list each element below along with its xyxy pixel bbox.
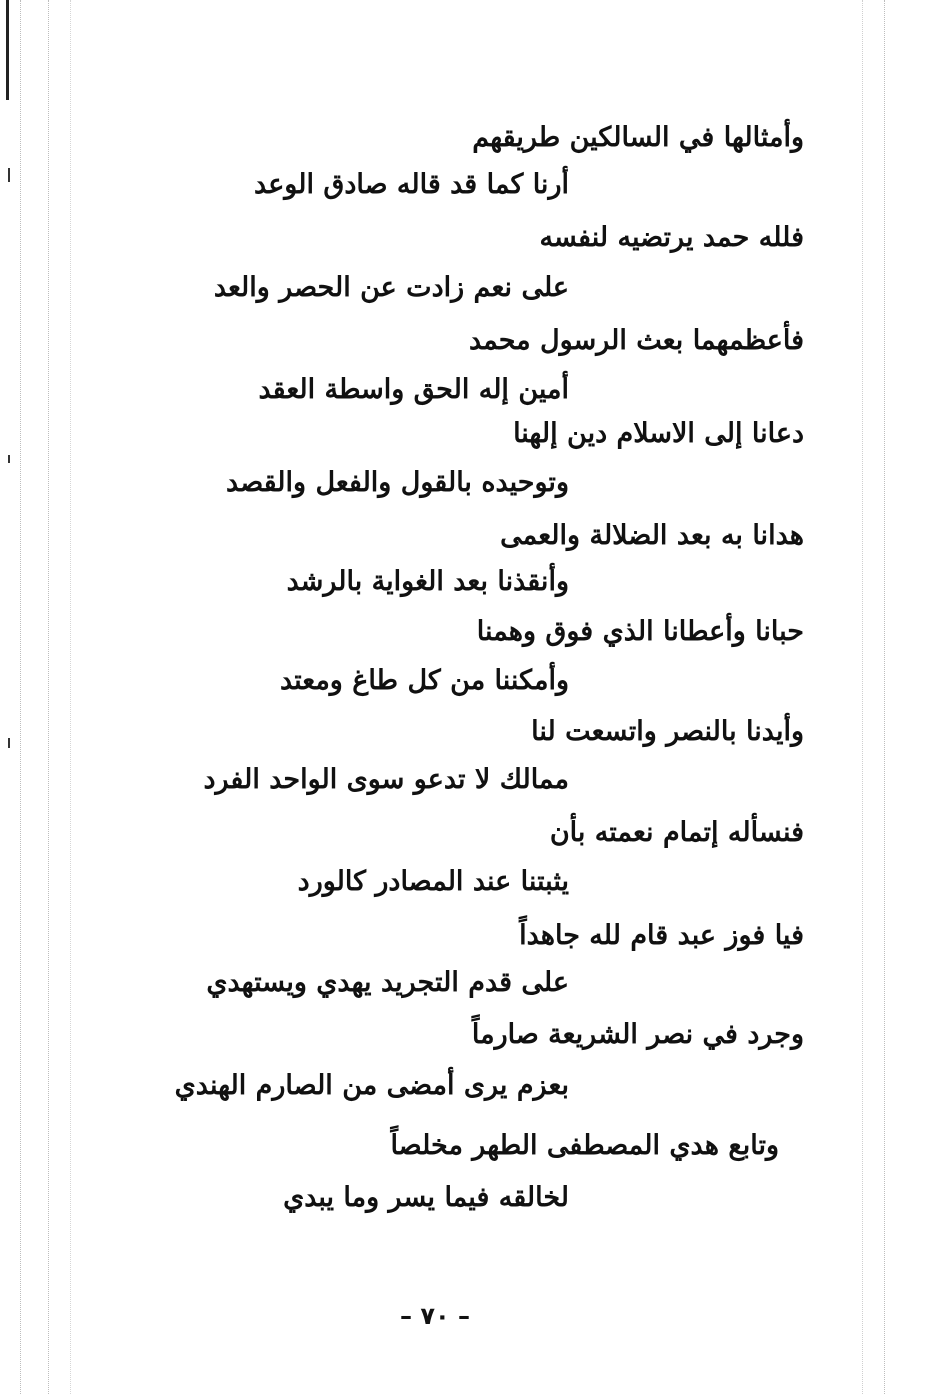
verse-first-hemistich: وأمثالها في السالكين طريقهم (472, 122, 804, 153)
verse-second-hemistich: لخالقه فيما يسر وما يبدي (283, 1182, 569, 1213)
verse-first-hemistich: وجرد في نصر الشريعة صارماً (471, 1019, 804, 1050)
verse-second-hemistich: وتوحيده بالقول والفعل والقصد (226, 467, 569, 498)
verse-second-hemistich: وأمكننا من كل طاغ ومعتد (279, 665, 569, 696)
verse-first-hemistich: حبانا وأعطانا الذي فوق وهمنا (476, 616, 804, 647)
verse-first-hemistich: هدانا به بعد الضلالة والعمى (500, 520, 804, 551)
verse-first-hemistich: فنسأله إتمام نعمته بأن (549, 817, 804, 848)
verse-first-hemistich: فيا فوز عبد قام لله جاهداً (519, 920, 804, 951)
verse-second-hemistich: أمين إله الحق واسطة العقد (258, 374, 569, 405)
verse-first-hemistich: وتابع هدي المصطفى الطهر مخلصاً (390, 1130, 779, 1161)
verse-second-hemistich: أرنا كما قد قاله صادق الوعد (254, 169, 569, 200)
verse-first-hemistich: دعانا إلى الاسلام دين إلهنا (513, 418, 804, 449)
verse-first-hemistich: فأعظمهما بعث الرسول محمد (468, 325, 804, 356)
verse-second-hemistich: على قدم التجريد يهدي ويستهدي (206, 967, 569, 998)
page-number: – ٧٠ – (399, 1302, 470, 1330)
verse-second-hemistich: ممالك لا تدعو سوى الواحد الفرد (203, 764, 569, 795)
verse-second-hemistich: بعزم يرى أمضى من الصارم الهندي (174, 1070, 569, 1101)
verse-first-hemistich: فلله حمد يرتضيه لنفسه (539, 222, 804, 253)
verse-second-hemistich: يثبتنا عند المصادر كالورد (297, 866, 569, 897)
verse-second-hemistich: وأنقذنا بعد الغواية بالرشد (286, 566, 569, 597)
verse-first-hemistich: وأيدنا بالنصر واتسعت لنا (531, 716, 804, 747)
verse-second-hemistich: على نعم زادت عن الحصر والعد (213, 272, 569, 303)
